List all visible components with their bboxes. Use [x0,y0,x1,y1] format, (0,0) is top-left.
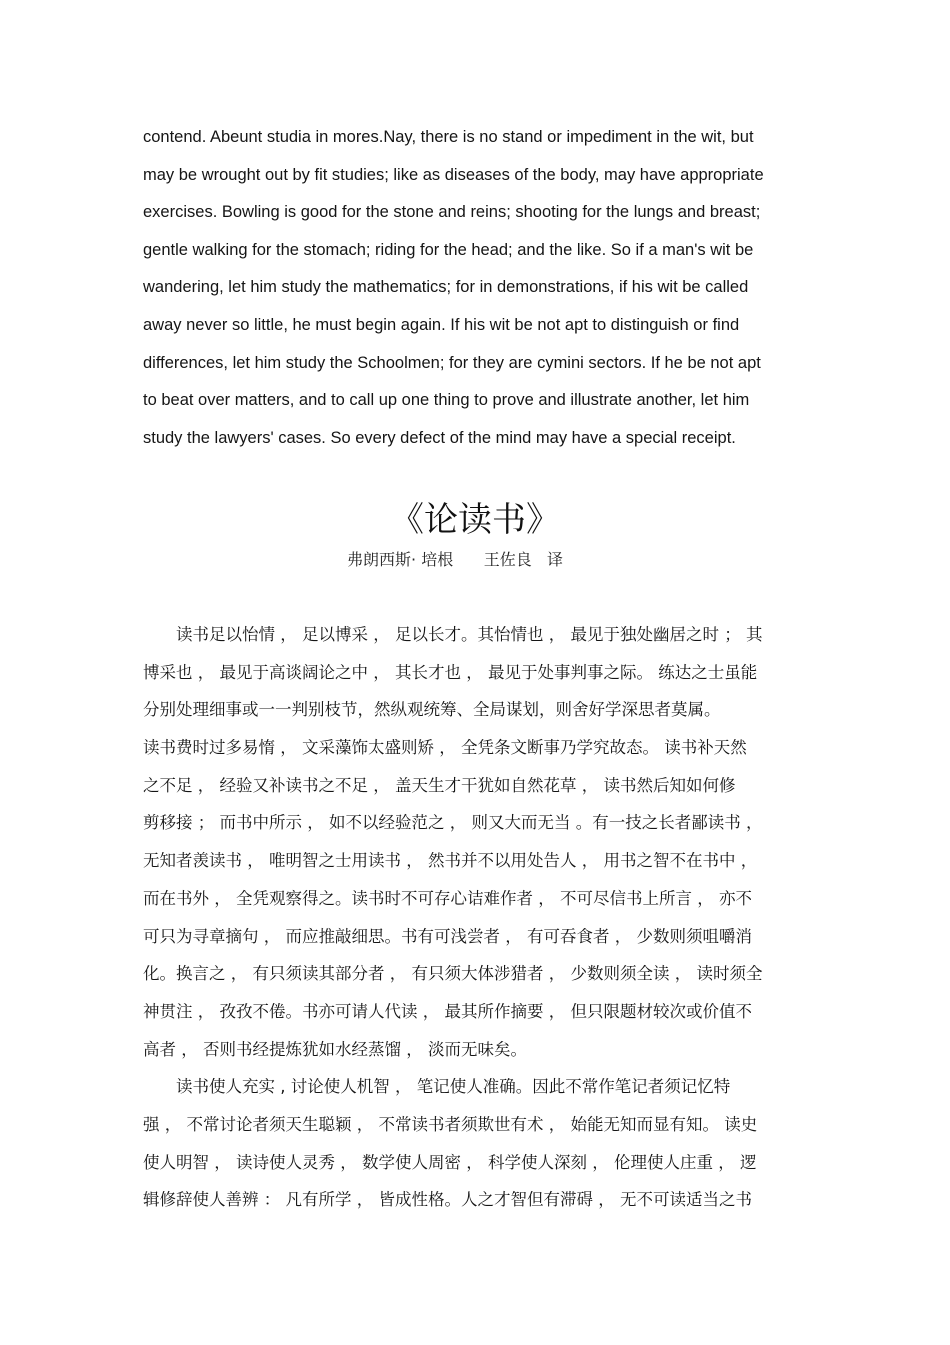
chinese-line: 高者 ， 否则书经提炼犹如水经蒸馏 ， 淡而无味矣。 [143,1039,527,1059]
section-title: 《论读书》 [390,500,560,540]
english-line: away never so little, he must begin again. If his wit be not apt to distinguish or find [143,315,740,334]
chinese-line: 化。换言之 ， 有只须读其部分者 ， 有只须大体涉猎者 ， 少数则须全读 ， 读时须全 [143,964,763,984]
chinese-line: 使人明智 ， 读诗使人灵秀 ， 数学使人周密 ， 科学使人深刻 ， 伦理使人庄重 ， 逻 [143,1152,757,1172]
chinese-line: 读书费时过多易惰 ， 文采藻饰太盛则矫 ， 全凭条文断事乃学究故态。 读书补天然 [143,738,747,758]
english-line: wandering, let him study the mathematics; for in demonstrations, if his wit be called [143,278,749,297]
chinese-line: 无知者羡读书 ， 唯明智之士用读书 ， 然书并不以用处告人 ， 用书之智不在书中 ， [143,851,758,871]
english-line: to beat over matters, and to call up one thing to prove and illustrate another, let him [143,391,750,410]
chinese-line: 而在书外 ， 全凭观察得之。读书时不可存心诘难作者 ， 不可尽信书上所言 ， 亦不 [143,888,752,908]
chinese-line: 读书足以怡情 ， 足以博采 ， 足以长才。其怡情也 ， 最见于独处幽居之时 ； 其 [143,625,763,644]
chinese-line: 分别处理细事或一一判别枝节，然纵观统筹、全局谋划，则舍好学深思者莫属。 [143,700,721,720]
english-line: gentle walking for the stomach; riding for the head; and the like. So if a man's wit be [143,240,754,259]
chinese-line: 辑修辞使人善辨 ： 凡有所学 ， 皆成性格。人之才智但有滞碍 ， 无不可读适当之书 [143,1190,752,1210]
author-translator-byline: 弗朗西斯· 培根 王佐良 译 [347,550,563,569]
chinese-passage [143,616,823,1219]
chinese-line: 博采也 ， 最见于高谈阔论之中 ， 其长才也 ， 最见于处事判事之际。 练达之士虽能 [143,662,758,682]
english-line: differences, let him study the Schoolmen; for they are cymini sectors. If he be not apt [143,353,761,372]
english-line: may be wrought out by fit studies; like as diseases of the body, may have appropriate [143,165,764,184]
english-line: contend. Abeunt studia in mores.Nay, there is no stand or impediment in the wit, but [143,128,754,146]
chinese-line: 剪移接 ； 而书中所示 ， 如不以经验范之 ， 则又大而无当 。有一技之长者鄙读书 ， [143,813,763,833]
chinese-line: 读书使人充实 , 讨论使人机智 ， 笔记使人准确。因此不常作笔记者须记忆特 [143,1077,731,1097]
chinese-line: 可只为寻章摘句 ， 而应推敲细思。书有可浅尝者 ， 有可吞食者 ， 少数则须咀嚼消 [143,926,752,946]
english-line: exercises. Bowling is good for the stone and reins; shooting for the lungs and breast; [143,203,761,222]
chinese-line: 之不足 ， 经验又补读书之不足 ， 盖天生才干犹如自然花草 ， 读书然后知如何修 [143,775,736,795]
english-line: study the lawyers' cases. So every defect of the mind may have a special receipt. [143,428,736,447]
chinese-line: 神贯注 ， 孜孜不倦。书亦可请人代读 ， 最其所作摘要 ， 但只限题材较次或价值不 [143,1001,752,1021]
english-passage [143,119,823,457]
chinese-line: 强 ， 不常讨论者须天生聪颖 ， 不常读书者须欺世有术 ， 始能无知而显有知。 读史 [143,1114,758,1134]
